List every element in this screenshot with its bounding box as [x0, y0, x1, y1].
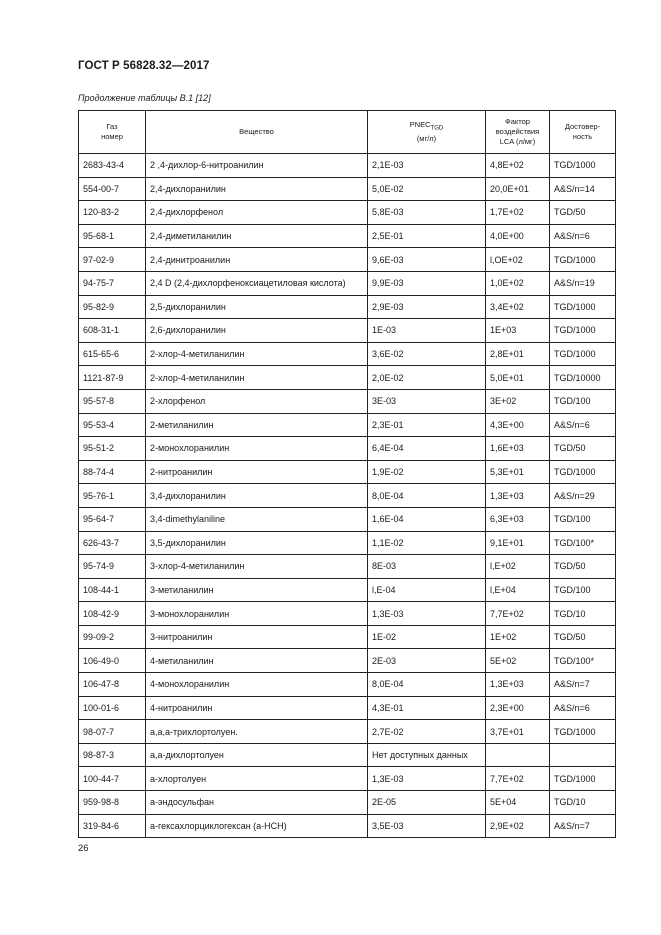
table-caption: Продолжение таблицы В.1 [12] [78, 93, 211, 103]
table-row [79, 460, 616, 484]
header-reliability [550, 111, 616, 154]
cell-gas-number: 959-98-8 [79, 791, 146, 815]
cell-gas-number: 95-53-4 [79, 413, 146, 437]
cell-pnec: 2,9E-03 [368, 295, 486, 319]
header-factor-line1: Фактор [505, 117, 530, 126]
cell-gas-number: 95-76-1 [79, 484, 146, 508]
cell-gas-number: 95-68-1 [79, 224, 146, 248]
cell-factor [486, 743, 550, 767]
cell-factor: 3,4E+02 [486, 295, 550, 319]
cell-substance: 2,4-дихлорфенол [146, 201, 368, 225]
cell-gas-number: 100-44-7 [79, 767, 146, 791]
cell-pnec: 2,5E-01 [368, 224, 486, 248]
table-row [79, 531, 616, 555]
cell-pnec: 1E-02 [368, 625, 486, 649]
cell-pnec: 1E-03 [368, 319, 486, 343]
cell-substance: 2-нитроанилин [146, 460, 368, 484]
cell-substance: 2,6-дихлоранилин [146, 319, 368, 343]
cell-pnec: 2,0E-02 [368, 366, 486, 390]
cell-reliability: TGD/100 [550, 389, 616, 413]
cell-substance: 2-метиланилин [146, 413, 368, 437]
cell-pnec: 1,3E-03 [368, 602, 486, 626]
cell-substance: 2-хлор-4-метиланилин [146, 342, 368, 366]
cell-pnec: 2,7E-02 [368, 720, 486, 744]
cell-gas-number: 95-64-7 [79, 507, 146, 531]
cell-pnec: 2,3E-01 [368, 413, 486, 437]
cell-factor: 5,3E+01 [486, 460, 550, 484]
cell-substance: а,а,а-трихлортолуен. [146, 720, 368, 744]
cell-substance: 2,4-диметиланилин [146, 224, 368, 248]
cell-factor: 1,6E+03 [486, 437, 550, 461]
cell-gas-number: 319-84-6 [79, 814, 146, 838]
table-row [79, 295, 616, 319]
cell-gas-number: 2683-43-4 [79, 154, 146, 178]
cell-factor: 4,3E+00 [486, 413, 550, 437]
cell-reliability [550, 743, 616, 767]
header-reliability-line2: ность [572, 132, 593, 141]
cell-pnec: 3,6E-02 [368, 342, 486, 366]
cell-reliability: TGD/1000 [550, 319, 616, 343]
cell-reliability: TGD/10000 [550, 366, 616, 390]
table-row [79, 413, 616, 437]
cell-gas-number: 95-74-9 [79, 555, 146, 579]
table-row [79, 484, 616, 508]
cell-gas-number: 100-01-6 [79, 696, 146, 720]
cell-pnec: 1,1E-02 [368, 531, 486, 555]
cell-reliability: TGD/1000 [550, 248, 616, 272]
header-factor-line2: воздействия [495, 127, 540, 136]
header-pnec-unit: (мг/л) [416, 133, 437, 143]
cell-reliability: TGD/100* [550, 649, 616, 673]
cell-pnec: 3,5E-03 [368, 814, 486, 838]
header-substance-label: Вещество [239, 127, 274, 136]
cell-pnec: 3E-03 [368, 389, 486, 413]
cell-gas-number: 98-07-7 [79, 720, 146, 744]
header-factor-line3: LCA (л/мг) [499, 137, 536, 146]
table-row [79, 625, 616, 649]
cell-factor: 1,3E+03 [486, 484, 550, 508]
cell-substance: 3,5-дихлоранилин [146, 531, 368, 555]
cell-reliability: TGD/1000 [550, 767, 616, 791]
cell-factor: 4,0E+00 [486, 224, 550, 248]
cell-reliability: TGD/1000 [550, 720, 616, 744]
cell-substance: 2-хлорфенол [146, 389, 368, 413]
cell-gas-number: 1121-87-9 [79, 366, 146, 390]
cell-reliability: TGD/1000 [550, 342, 616, 366]
cell-pnec: 5,8E-03 [368, 201, 486, 225]
cell-substance: 3,4-дихлоранилин [146, 484, 368, 508]
cell-reliability: A&S/n=7 [550, 814, 616, 838]
table-row [79, 248, 616, 272]
cell-reliability: TGD/50 [550, 437, 616, 461]
table-row [79, 342, 616, 366]
cell-factor: 2,8E+01 [486, 342, 550, 366]
cell-pnec: l,E-04 [368, 578, 486, 602]
table-row [79, 720, 616, 744]
cell-factor: 7,7E+02 [486, 767, 550, 791]
cell-pnec: 8E-03 [368, 555, 486, 579]
table-row [79, 767, 616, 791]
cell-factor: 5E+04 [486, 791, 550, 815]
cell-factor: 1,0E+02 [486, 271, 550, 295]
cell-pnec: 8,0E-04 [368, 484, 486, 508]
cell-substance: 2,4-динитроанилин [146, 248, 368, 272]
cell-reliability: TGD/100 [550, 507, 616, 531]
cell-reliability: TGD/50 [550, 201, 616, 225]
table-row [79, 555, 616, 579]
table-row [79, 814, 616, 838]
table-row [79, 154, 616, 178]
table-row [79, 366, 616, 390]
cell-gas-number: 608-31-1 [79, 319, 146, 343]
cell-substance: а-эндосульфан [146, 791, 368, 815]
table-row [79, 389, 616, 413]
cell-reliability: TGD/1000 [550, 460, 616, 484]
cell-substance: 2-монохлоранилин [146, 437, 368, 461]
header-pnec [368, 111, 486, 154]
table-row [79, 177, 616, 201]
cell-gas-number: 106-49-0 [79, 649, 146, 673]
cell-substance: а,а-дихлортолуен [146, 743, 368, 767]
cell-reliability: A&S/n=6 [550, 413, 616, 437]
header-gas-line2: номер [101, 132, 123, 141]
cell-factor: l,E+04 [486, 578, 550, 602]
cell-substance: 3-хлор-4-метиланилин [146, 555, 368, 579]
cell-pnec: 4,3E-01 [368, 696, 486, 720]
cell-factor: 2,3E+00 [486, 696, 550, 720]
cell-gas-number: 95-82-9 [79, 295, 146, 319]
table-row [79, 578, 616, 602]
cell-substance: 3,4-dimethylaniline [146, 507, 368, 531]
cell-reliability: TGD/50 [550, 555, 616, 579]
cell-factor: 5,0E+01 [486, 366, 550, 390]
cell-substance: а-хлортолуен [146, 767, 368, 791]
table-body [79, 154, 616, 838]
cell-gas-number: 120-83-2 [79, 201, 146, 225]
cell-pnec: 9,9E-03 [368, 271, 486, 295]
cell-reliability: TGD/100* [550, 531, 616, 555]
table-row [79, 319, 616, 343]
cell-reliability: A&S/n=19 [550, 271, 616, 295]
header-pnec-main: PNEC [409, 120, 431, 130]
cell-factor: 1,3E+03 [486, 673, 550, 697]
cell-gas-number: 106-47-8 [79, 673, 146, 697]
table-row [79, 696, 616, 720]
cell-pnec: 2,1E-03 [368, 154, 486, 178]
cell-substance: 4-метиланилин [146, 649, 368, 673]
cell-substance: 3-монохлоранилин [146, 602, 368, 626]
data-table [78, 110, 616, 838]
cell-substance: 2-хлор-4-метиланилин [146, 366, 368, 390]
cell-gas-number: 95-57-8 [79, 389, 146, 413]
header-gas-line1: Газ [106, 122, 118, 131]
cell-substance: 4-нитроанилин [146, 696, 368, 720]
cell-reliability: TGD/50 [550, 625, 616, 649]
cell-pnec: Нет доступных данных [368, 743, 486, 767]
table-row [79, 201, 616, 225]
table-row [79, 507, 616, 531]
cell-factor: 9,1E+01 [486, 531, 550, 555]
cell-gas-number: 615-65-6 [79, 342, 146, 366]
cell-reliability: A&S/n=29 [550, 484, 616, 508]
document-title: ГОСТ Р 56828.32—2017 [78, 60, 210, 72]
cell-pnec: 1,3E-03 [368, 767, 486, 791]
cell-gas-number: 99-09-2 [79, 625, 146, 649]
cell-pnec: 1,9E-02 [368, 460, 486, 484]
header-reliability-line1: Достовер- [564, 122, 601, 131]
cell-gas-number: 554-00-7 [79, 177, 146, 201]
table-row [79, 649, 616, 673]
cell-factor: 1,7E+02 [486, 201, 550, 225]
cell-substance: 2,4 D (2,4-дихлорфеноксиацетиловая кислота) [146, 271, 368, 295]
header-factor [486, 111, 550, 154]
cell-substance: 2,5-дихлоранилин [146, 295, 368, 319]
cell-substance: 4-монохлоранилин [146, 673, 368, 697]
cell-gas-number: 94-75-7 [79, 271, 146, 295]
header-substance [146, 111, 368, 154]
cell-substance: 3-нитроанилин [146, 625, 368, 649]
cell-substance: а-гексахлорциклогексан (а-HCH) [146, 814, 368, 838]
cell-substance: 2,4-дихлоранилин [146, 177, 368, 201]
cell-factor: 2,9E+02 [486, 814, 550, 838]
cell-reliability: TGD/1000 [550, 295, 616, 319]
cell-factor: l,OE+02 [486, 248, 550, 272]
cell-factor: 7,7E+02 [486, 602, 550, 626]
cell-substance: 3-метиланилин [146, 578, 368, 602]
cell-reliability: TGD/10 [550, 791, 616, 815]
cell-reliability: TGD/1000 [550, 154, 616, 178]
cell-pnec: 2E-03 [368, 649, 486, 673]
cell-factor: 4,8E+02 [486, 154, 550, 178]
cell-gas-number: 108-44-1 [79, 578, 146, 602]
cell-pnec: 8,0E-04 [368, 673, 486, 697]
cell-substance: 2 ,4-дихлор-6-нитроанилин [146, 154, 368, 178]
cell-gas-number: 95-51-2 [79, 437, 146, 461]
cell-gas-number: 108-42-9 [79, 602, 146, 626]
cell-reliability: A&S/n=7 [550, 673, 616, 697]
table-row [79, 437, 616, 461]
cell-pnec: 6,4E-04 [368, 437, 486, 461]
cell-pnec: 5,0E-02 [368, 177, 486, 201]
cell-factor: 20,0E+01 [486, 177, 550, 201]
page-number: 26 [78, 843, 89, 854]
table-header-row [79, 111, 616, 154]
cell-pnec: 9,6E-03 [368, 248, 486, 272]
cell-factor: 1E+02 [486, 625, 550, 649]
cell-reliability: A&S/n=14 [550, 177, 616, 201]
cell-pnec: 1,6E-04 [368, 507, 486, 531]
cell-factor: 3E+02 [486, 389, 550, 413]
table-row [79, 602, 616, 626]
cell-gas-number: 626-43-7 [79, 531, 146, 555]
cell-factor: 6,3E+03 [486, 507, 550, 531]
cell-reliability: TGD/10 [550, 602, 616, 626]
cell-factor: 5E+02 [486, 649, 550, 673]
cell-pnec: 2E-05 [368, 791, 486, 815]
table-row [79, 673, 616, 697]
table-row [79, 743, 616, 767]
header-gas-number [79, 111, 146, 154]
cell-gas-number: 97-02-9 [79, 248, 146, 272]
table-row [79, 271, 616, 295]
header-pnec-sub: TGD [430, 125, 444, 132]
cell-reliability: A&S/n=6 [550, 224, 616, 248]
table-row [79, 791, 616, 815]
cell-factor: 3,7E+01 [486, 720, 550, 744]
cell-gas-number: 98-87-3 [79, 743, 146, 767]
cell-reliability: TGD/100 [550, 578, 616, 602]
cell-factor: 1E+03 [486, 319, 550, 343]
cell-reliability: A&S/n=6 [550, 696, 616, 720]
cell-factor: l,E+02 [486, 555, 550, 579]
cell-gas-number: 88-74-4 [79, 460, 146, 484]
table-row [79, 224, 616, 248]
